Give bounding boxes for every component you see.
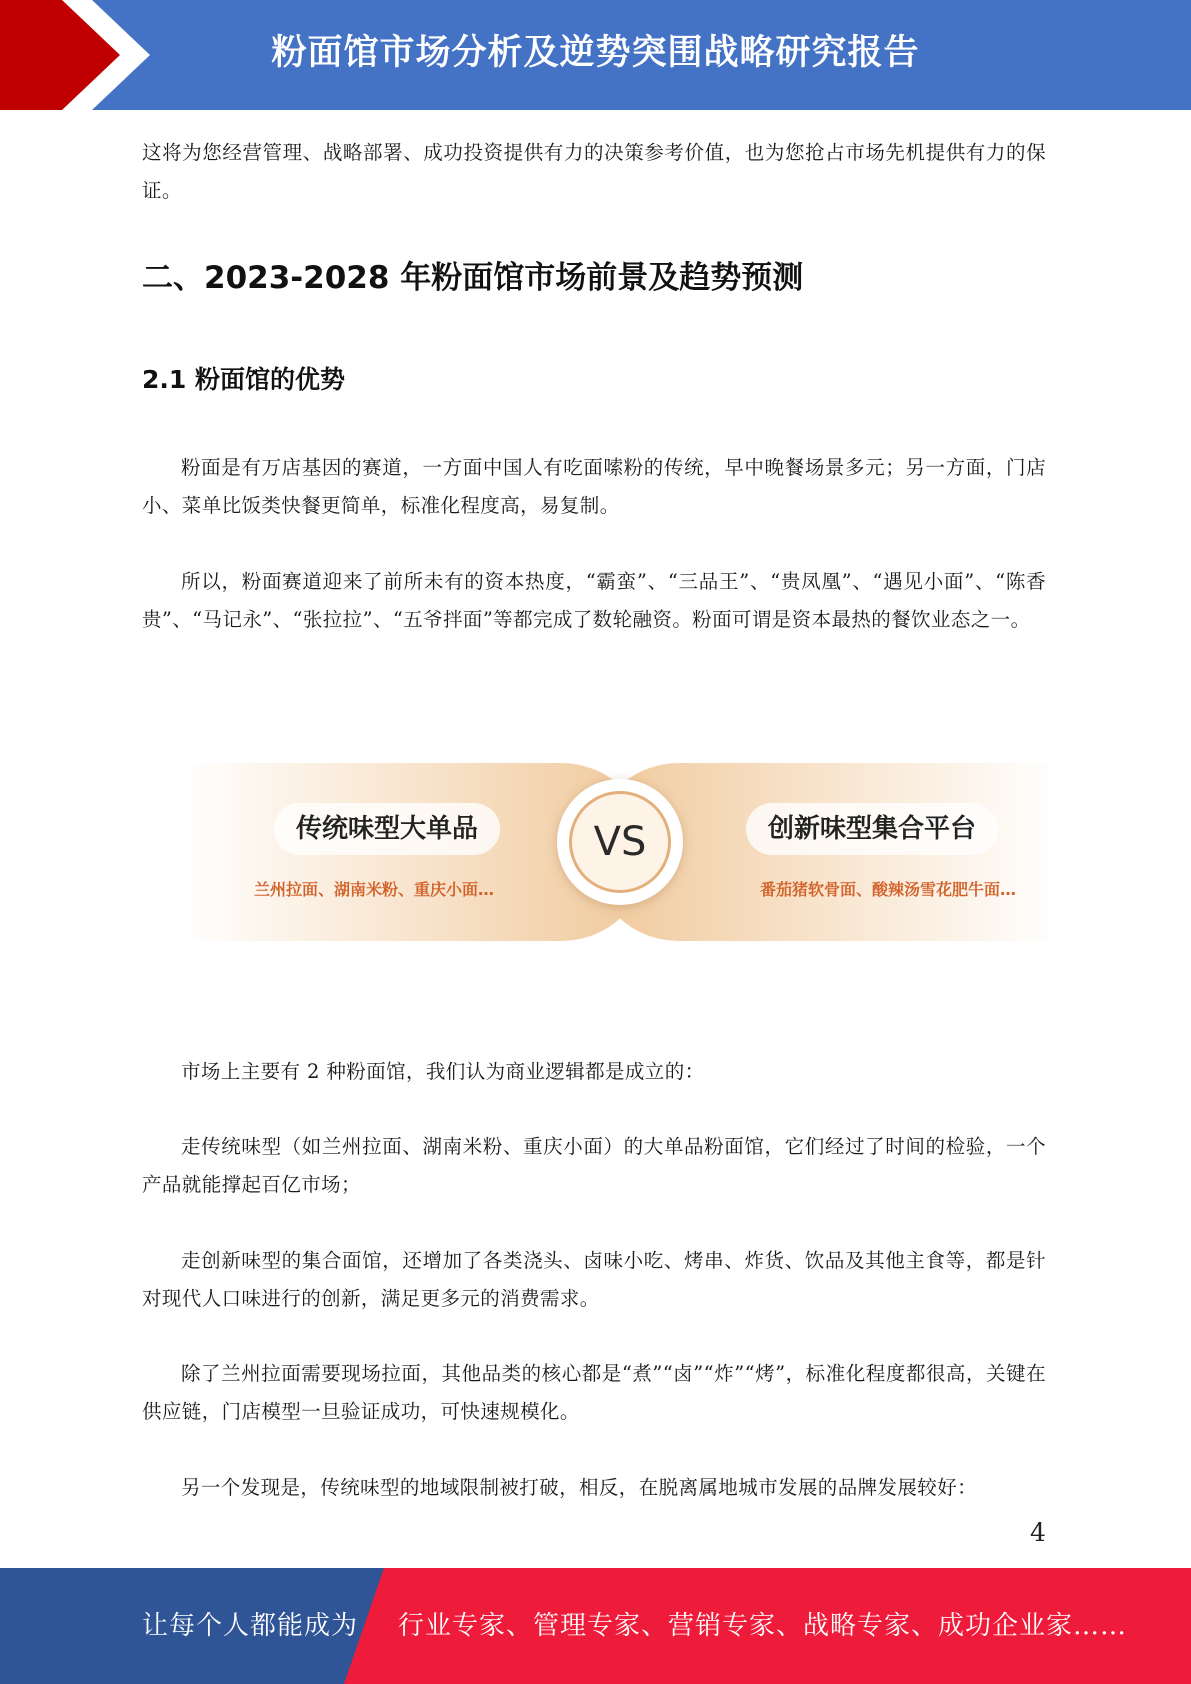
- vs-badge: [557, 779, 683, 905]
- paragraph-6: 除了兰州拉面需要现场拉面，其他品类的核心都是“煮”“卤”“炸”“烤”，标准化程度都很高，关键在供应链，门店模型一旦验证成功，可快速规模化。: [142, 1362, 1046, 1423]
- intro-paragraph: 这将为您经营管理、战略部署、成功投资提供有力的决策参考价值，也为您抢占市场先机提供有力的保证。: [142, 141, 1046, 202]
- paragraph-2: 所以，粉面赛道迎来了前所未有的资本热度，“霸蛮”、“三品王”、“贵凤凰”、“遇见小面”、“陈香贵”、“马记永”、“张拉拉”、“五爷拌面”等都完成了数轮融资。粉面可谓是资本最热的餐饮业态之一。: [142, 570, 1046, 631]
- page-header: [0, 0, 1191, 110]
- innovative-title: 创新味型集合平台: [746, 803, 998, 855]
- paragraph-7: 另一个发现是，传统味型的地域限制被打破，相反，在脱离属地城市发展的品牌发展较好：: [181, 1476, 978, 1499]
- footer-slogan-right: 行业专家、管理专家、营销专家、战略专家、成功企业家……: [398, 1611, 1128, 1641]
- paragraph-1: 粉面是有万店基因的赛道，一方面中国人有吃面嗦粉的传统，早中晚餐场景多元；另一方面，门店小、菜单比饭类快餐更简单，标准化程度高，易复制。: [142, 456, 1046, 517]
- paragraph-3: 市场上主要有 2 种粉面馆，我们认为商业逻辑都是成立的：: [181, 1060, 705, 1083]
- vs-comparison-graphic: [180, 755, 1060, 945]
- header-chevron-decoration: [0, 0, 160, 110]
- paragraph-4: 走传统味型（如兰州拉面、湖南米粉、重庆小面）的大单品粉面馆，它们经过了时间的检验，一个产品就能撑起百亿市场；: [142, 1135, 1046, 1196]
- page-number: 4: [1030, 1518, 1046, 1547]
- paragraph-5: 走创新味型的集合面馆，还增加了各类浇头、卤味小吃、烤串、炸货、饮品及其他主食等，都是针对现代人口味进行的创新，满足更多元的消费需求。: [142, 1249, 1046, 1310]
- subsection-heading: 2.1 粉面馆的优势: [142, 365, 345, 394]
- traditional-examples: 兰州拉面、湖南米粉、重庆小面…: [254, 880, 495, 899]
- page-footer: [0, 1568, 1191, 1684]
- vs-label: VS: [569, 791, 671, 893]
- footer-slogan-left: 让每个人都能成为: [142, 1611, 359, 1641]
- section-heading: 二、2023-2028 年粉面馆市场前景及趋势预测: [142, 260, 804, 296]
- innovative-examples: 番茄猪软骨面、酸辣汤雪花肥牛面…: [759, 880, 1016, 899]
- report-title: 粉面馆市场分析及逆势突围战略研究报告: [271, 33, 920, 73]
- traditional-title: 传统味型大单品: [274, 803, 500, 855]
